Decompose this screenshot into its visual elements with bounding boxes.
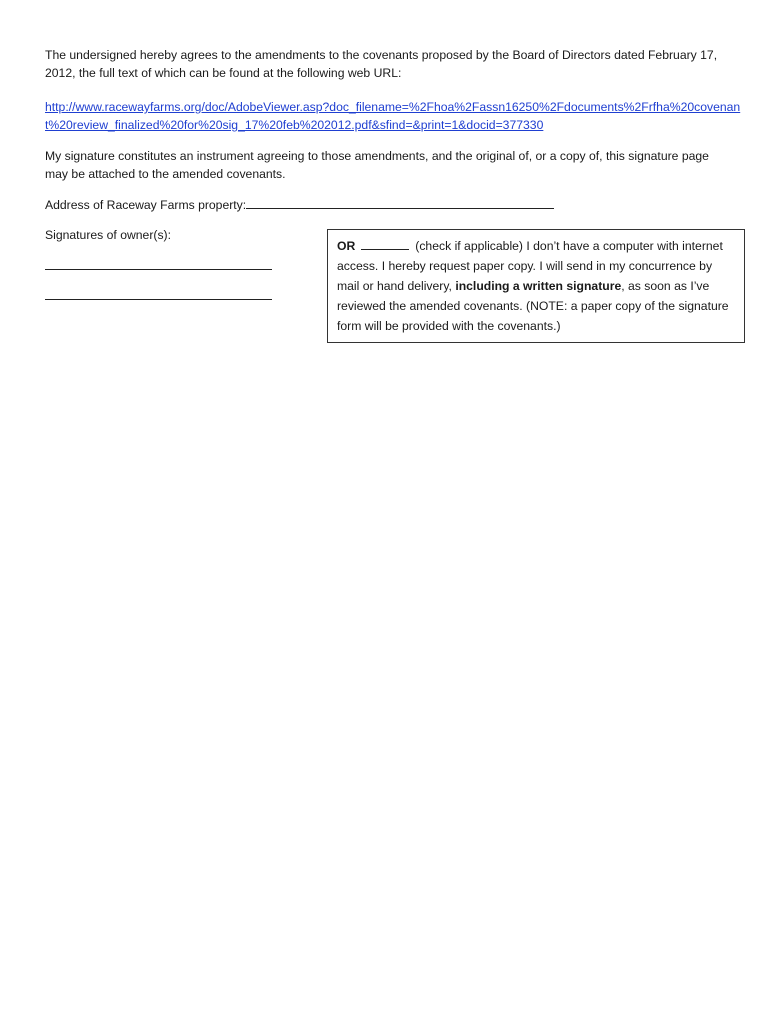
paper-copy-text-1: (check if applicable) I don’t have a computer with internet access. I hereby request paper copy. I will send in my concurrence by mail or hand delivery,: [337, 239, 723, 293]
signature-statement: My signature constitutes an instrument agreeing to those amendments, and the original of, or a copy of, this signature page may be attached to the amended covenants.: [45, 149, 709, 181]
owner-signature-line-1[interactable]: [45, 269, 272, 270]
address-field[interactable]: [246, 195, 554, 209]
or-label: OR: [337, 239, 356, 253]
paper-copy-bold-text: including a written signature: [455, 279, 622, 293]
paper-copy-request-box: [327, 229, 745, 343]
address-row: [45, 195, 745, 214]
paper-copy-text-2: , as soon as I’ve reviewed the amended covenants. (NOTE: a paper copy of the signature form will be provided with the covenants.): [337, 279, 729, 333]
paper-copy-check-blank[interactable]: [361, 237, 409, 250]
address-label: Address of Raceway Farms property:: [45, 198, 247, 212]
owner-signature-line-2[interactable]: [45, 299, 272, 300]
covenants-url-link[interactable]: http://www.racewayfarms.org/doc/AdobeViewer.asp?doc_filename=%2Fhoa%2Fassn16250%2Fdocuments%2Frfha%20covenant%20review_finalized%20for%20sig_17%20feb%202012.pdf&sfind=&print=1&docid=377330: [45, 100, 741, 132]
intro-paragraph: The undersigned hereby agrees to the amendments to the covenants proposed by the Board of Directors dated February 17, 2012, the full text of which can be found at the following web URL:: [45, 48, 718, 80]
owners-signatures-label: Signatures of owner(s):: [45, 228, 171, 242]
